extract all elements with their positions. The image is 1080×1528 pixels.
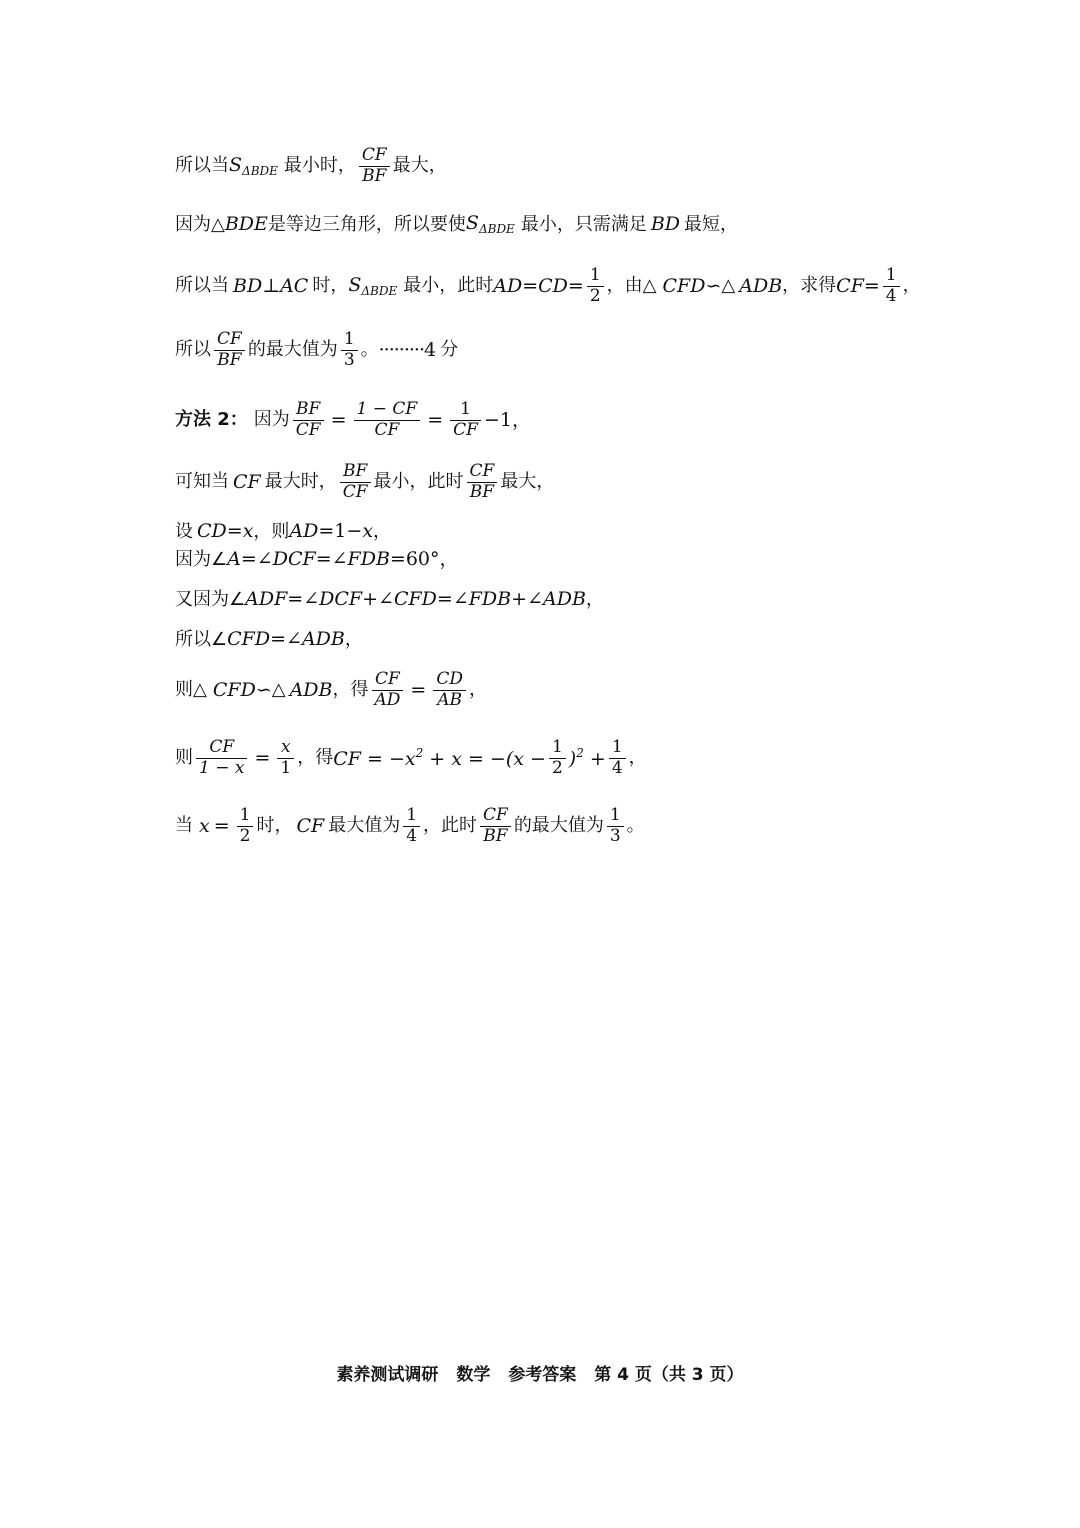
- math-var: ADB: [289, 678, 333, 701]
- perp-symbol: ⊥: [262, 274, 281, 297]
- math-var: CFD: [662, 274, 706, 297]
- math-var: CF: [296, 814, 325, 837]
- math-var: BD: [233, 274, 263, 297]
- math-var: DCF: [272, 548, 316, 570]
- text: 所以当: [175, 155, 229, 177]
- text: 的最大值为: [247, 339, 338, 361]
- text: 最大值为: [328, 815, 401, 837]
- solution-line-6: [175, 462, 554, 502]
- text: 又因为∠: [175, 588, 246, 610]
- text: ，: [585, 588, 604, 610]
- solution-line-2: [175, 214, 738, 235]
- fraction: $\frac{CF}{BF}$: [480, 806, 511, 846]
- math-var: CFD: [212, 678, 256, 701]
- fraction: $\frac{CF}{1 - x}$: [196, 738, 247, 778]
- fraction: $\frac{1}{2}$: [237, 806, 254, 846]
- text: 最大，: [392, 155, 447, 177]
- similar-symbol: ∽: [705, 274, 722, 297]
- math-var: AD=CD=: [493, 274, 584, 297]
- text: ，得: [297, 747, 334, 769]
- text: ，得: [332, 679, 369, 701]
- text: 所以∠: [175, 628, 228, 650]
- math-var: A: [227, 548, 241, 570]
- fraction: $\frac{1}{3}$: [607, 806, 624, 846]
- math-var: BDE: [224, 213, 268, 235]
- math-var: CFD: [393, 588, 437, 610]
- fraction: $\frac{CD}{AB}$: [433, 670, 466, 710]
- text: 则: [175, 747, 193, 769]
- text: 当: [175, 815, 193, 837]
- fraction: $\frac{BF}{CF}$: [293, 400, 324, 440]
- fraction: $\frac{1}{3}$: [341, 330, 358, 370]
- solution-line-11: 则△ CFD ∽ △ ADB ，得 $\frac{CF}{AD}$ = $\frac{CD}{AB}$ ，: [175, 669, 487, 710]
- text: 最大时，: [264, 471, 337, 493]
- text: ，求得: [782, 275, 837, 297]
- text: 设: [175, 520, 193, 542]
- text: ，: [344, 628, 363, 650]
- method-2-line: 方法 2： 因为 $\frac{BF}{CF}$ = $\frac{1 - CF}{CF}$ = $\frac{1}{CF}$ −1，: [175, 399, 531, 440]
- text: 最小，此时: [373, 471, 464, 493]
- math-var: ADB: [739, 274, 783, 297]
- math-var: x: [199, 814, 210, 837]
- area-symbol: $S_{\Delta BDE}$: [229, 153, 278, 178]
- text: 因为∠: [175, 548, 228, 570]
- solution-line-10: 所以∠ CFD =∠ ADB ，: [175, 628, 363, 650]
- math-var: AD: [289, 520, 319, 542]
- similar-symbol: ∽: [255, 678, 272, 701]
- text: 最小，此时: [403, 275, 494, 297]
- text: 。: [360, 339, 379, 361]
- math-var: ADF: [245, 588, 288, 610]
- text: 最小，只需满足: [520, 213, 647, 235]
- text: △: [271, 679, 286, 701]
- quadratic-expression: CF = $-x^2 + x = -(x$ −: [333, 746, 546, 771]
- fraction: $\frac{1}{4}$: [403, 806, 420, 846]
- math-var: CFD: [227, 628, 271, 650]
- math-var: CF: [233, 470, 261, 493]
- fraction: $\frac{CF}{BF}$: [359, 146, 390, 186]
- text: ，: [468, 679, 487, 701]
- fraction: $\frac{CF}{BF}$: [214, 330, 245, 370]
- quadratic-expression-tail: )$^2$ +: [568, 746, 606, 771]
- fraction: $\frac{CF}{BF}$: [467, 462, 498, 502]
- fraction: $\frac{1}{2}$: [587, 266, 604, 306]
- solution-line-4: [175, 330, 458, 370]
- footer-page-number: 第 4 页（共 3 页）: [594, 1365, 744, 1385]
- solution-line-13: 当 x = $\frac{1}{2}$ 时， CF 最大值为 $\frac{1}{4}$ ，此时 $\frac{CF}{BF}$ 的最大值为 $\frac{1}{3}$ 。: [175, 805, 645, 846]
- text: 所以当: [175, 275, 229, 297]
- math-var: FDB: [468, 588, 512, 610]
- text: 分: [440, 339, 459, 361]
- text: ，此时: [423, 815, 478, 837]
- area-symbol: $S_{\Delta BDE}$: [465, 212, 515, 236]
- text: ，由△: [606, 275, 657, 297]
- footer-subject: 数学: [456, 1365, 491, 1385]
- text: 最小时，: [283, 155, 356, 177]
- area-symbol: $S_{\Delta BDE}$: [348, 273, 398, 298]
- fraction: $\frac{CF}{AD}$: [372, 670, 404, 710]
- fraction: $\frac{1}{4}$: [609, 738, 626, 778]
- fraction: $\frac{1}{2}$: [549, 738, 566, 778]
- math-var: DCF: [319, 588, 363, 610]
- text: 因为△: [175, 213, 225, 235]
- footer-exam-name: 素养测试调研: [336, 1365, 439, 1385]
- solution-line-9: 又因为∠ ADF =∠ DCF +∠ CFD =∠ FDB +∠ ADB ，: [175, 588, 604, 610]
- footer-doc-type: 参考答案: [508, 1365, 577, 1385]
- solution-line-3: [175, 266, 921, 306]
- solution-line-8: 因为∠ A =∠ DCF =∠ FDB =60°，: [175, 548, 459, 570]
- math-var: CF=: [836, 274, 880, 297]
- text: 。: [626, 815, 645, 837]
- solution-line-1: [175, 146, 447, 186]
- text: ，: [373, 520, 392, 542]
- text: 因为: [253, 409, 290, 431]
- score-dots: ·········: [378, 338, 424, 361]
- text: 可知当: [175, 471, 229, 493]
- text: 所以: [175, 339, 211, 361]
- text: 时，: [256, 815, 293, 837]
- fraction: $\frac{1}{4}$: [883, 266, 900, 306]
- math-var: x: [362, 520, 374, 542]
- math-var: ADB: [542, 588, 586, 610]
- math-var: x: [242, 520, 254, 542]
- text: ，则: [253, 520, 290, 542]
- math-var: ADB: [301, 628, 345, 650]
- fraction: $\frac{1}{CF}$: [450, 400, 481, 440]
- solution-line-7: 设 CD = x ，则 AD =1− x ，: [175, 520, 392, 542]
- text: 时，: [312, 275, 349, 297]
- math-var: BD: [650, 213, 681, 235]
- solution-line-12: 则 $\frac{CF}{1 - x}$ = $\frac{x}{1}$ ，得 CF = $-x^2 + x = -(x$ − $\frac{1}{2}$ )$^2$ + $\frac{1}{4}$ ，: [175, 737, 647, 778]
- fraction: $\frac{BF}{CF}$: [340, 462, 371, 502]
- fraction: $\frac{1 - CF}{CF}$: [354, 400, 421, 440]
- text: 的最大值为: [513, 815, 604, 837]
- page-footer: [0, 1360, 1080, 1385]
- fraction: $\frac{x}{1}$: [277, 738, 294, 778]
- text: 最大，: [500, 471, 555, 493]
- text: 则△: [175, 679, 207, 701]
- method-label: 方法 2：: [175, 409, 248, 431]
- text: ，: [628, 747, 647, 769]
- math-var: AC: [280, 274, 309, 297]
- text: 是等边三角形，所以要使: [267, 213, 466, 235]
- score-value: 4: [424, 338, 437, 361]
- text: △: [721, 275, 736, 297]
- text: ，: [902, 275, 921, 297]
- text: −1，: [483, 408, 531, 431]
- math-var: FDB: [347, 548, 390, 570]
- text: 最短，: [684, 213, 739, 235]
- math-var: CD: [197, 520, 227, 542]
